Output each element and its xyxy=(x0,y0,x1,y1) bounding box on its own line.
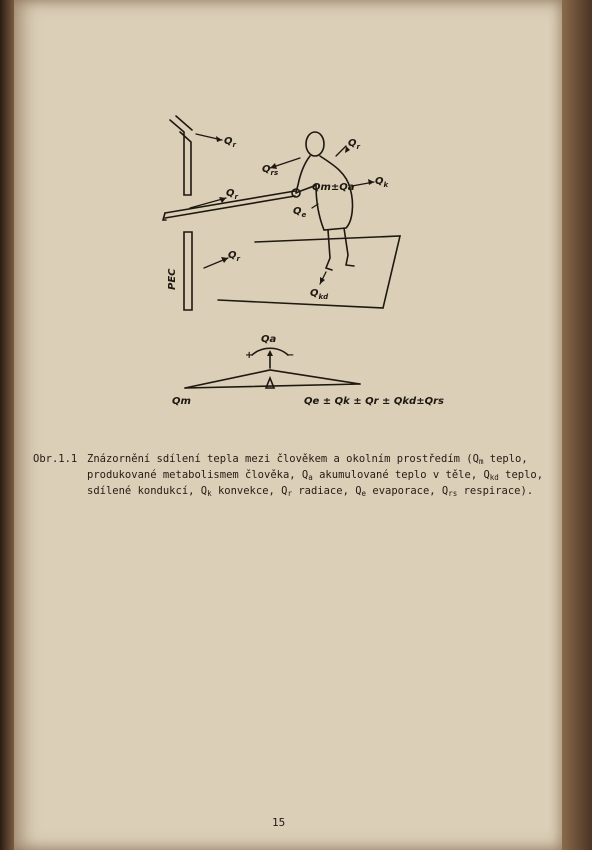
caption-line-2: produkované metabolismem člověka, $Q_a$ akumulované teplo v těle, $Q_{kd}$ teplo, xyxy=(87,469,544,482)
label-minus: − xyxy=(286,350,295,361)
caption-line-1: Znázornění sdílení tepla mezi člověkem a okolním prostředím ($Q_m$ teplo, xyxy=(87,453,528,466)
label-plus: + xyxy=(245,350,254,361)
oven-label: PEC xyxy=(167,268,178,290)
oven-lower-wall xyxy=(184,232,192,310)
label-qa: Qa xyxy=(261,334,277,345)
worker-arm-front xyxy=(296,156,310,192)
caption-label: Obr.1.1 xyxy=(33,453,78,465)
page-number: 15 xyxy=(272,816,286,829)
arrow-qr-body xyxy=(336,146,346,156)
label-qr-low: $Q_r$ xyxy=(228,250,240,263)
oven-upper-wall xyxy=(170,120,191,195)
balance-right-label: Qe ± Qk ± Qr ± Qkd±Qrs xyxy=(304,396,444,407)
label-qk: $Q_k$ xyxy=(375,176,389,189)
label-qkd: $Q_{kd}$ xyxy=(310,288,329,301)
label-qr-top: $Q_r$ xyxy=(224,136,236,149)
balance-left-label: Qm xyxy=(172,396,191,407)
label-qr-mid: $Q_r$ xyxy=(226,188,238,201)
worker-leg-right xyxy=(344,228,354,266)
label-qm-qa: Qm±Qa xyxy=(312,182,355,193)
rake-pole-bottom xyxy=(165,196,295,218)
worker-body xyxy=(316,156,353,230)
label-qr-body: $Q_r$ xyxy=(348,138,360,151)
worker-head xyxy=(306,132,324,156)
caption-line-3: sdílené kondukcí, $Q_k$ konvekce, $Q_r$ radiace, $Q_e$ evaporace, $Q_{rs}$ respirace). xyxy=(87,485,534,498)
worker-leg-left xyxy=(326,230,332,270)
rake-hook xyxy=(163,213,166,220)
floor-platform xyxy=(218,236,400,308)
label-qe: $Q_e$ xyxy=(293,206,307,219)
label-qrs: $Q_{rs}$ xyxy=(262,164,279,177)
